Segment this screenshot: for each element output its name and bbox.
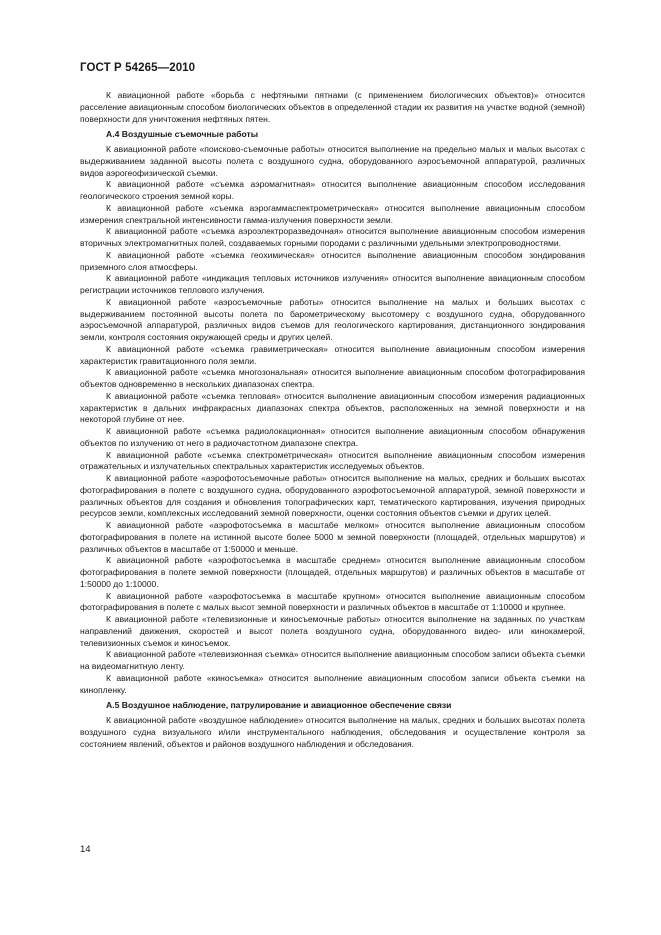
paragraph: К авиационной работе «аэрофотосъемка в масштабе крупном» относится выполнение авиационным способом фотографирования в полете с малых высот земной поверхности и различных объектов в масштабе от 1:10000 и крупнее. [80,590,585,613]
paragraph: К авиационной работе «съемка аэромагнитная» относится выполнение авиационным способом исследования геологического строения земной коры. [80,179,585,201]
section-heading-a5: А.5 Воздушное наблюдение, патрулирование и авиационное обеспечение связи [106,700,452,711]
paragraph: К авиационной работе «аэросъемочные работы» относится выполнение на малых и больших высотах с выдерживанием постоянной высоты полета по барометрическому высотомеру с воздушного судна, оборудованного аэросъемочной аппаратурой, различных видов съемов для геологического картирования, дистанционного зондирования земли, контроля состояния окружающей среды и других целей. [80,296,585,342]
paragraph: К авиационной работе «съемка многозональная» относится выполнение авиационным способом фотографирования объектов одновременно в нескольких диапазонах спектра. [80,367,585,389]
paragraph: К авиационной работе «съемка радиолокационная» относится выполнение авиационным способом обнаружения объектов по излучению от него в радиочастотном диапазоне спектра. [80,426,585,448]
paragraph: К авиационной работе «борьба с нефтяными пятнами (с применением биологических объектов)» относится расселение авиационным способом биологических объектов в определенной стадии их развития на участке водной (земной) поверхности для уничтожения нефтяных пятен. [80,90,585,124]
paragraph: К авиационной работе «аэрофотосъемочные работы» относится выполнение на малых, средних и больших высотах фотографирования в полете с воздушного судна, оборудованного аэрофотосъемочной аппаратурой, земной поверхности и различных объектов для создания и обновления топографических карт, тематического картирования, изучения природных ресурсов земли, комплексных исследований земной поверхности, оценки состояния объектов съемки и других целей. [80,473,585,519]
paragraph: К авиационной работе «аэрофотосъемка в масштабе среднем» относится выполнение авиационным способом фотографирования в полете земной поверхности (площадей, отдельных маршрутов) и различных объектов в масштабе от 1:50000 до 1:10000. [80,555,585,589]
paragraph: К авиационной работе «съемка тепловая» относится выполнение авиационным способом измерения радиационных характеристик в дальних инфракрасных диапазонах спектра объектов, расположенных на земной поверхности и на некоторой глубине от нее. [80,390,585,425]
paragraph: К авиационной работе «съемка геохимическая» относится выполнение авиационным способом зондирования приземного слоя атмосферы. [80,249,585,272]
section-heading-a4: А.4 Воздушные съемочные работы [106,129,259,140]
page-number: 14 [80,844,91,855]
paragraph: К авиационной работе «поисково-съемочные работы» относится выполнение на предельно малых и малых высотах с выдерживанием заданной высоты полета с воздушного судна, оборудованного аэросъемочной аппаратурой, различных видов аэрогеофизической съемки. [80,144,585,178]
paragraph: К авиационной работе «съемка гравиметрическая» относится выполнение авиационным способом измерения характеристик гравитационного поля земли. [80,343,585,366]
standard-header: ГОСТ Р 54265—2010 [80,62,196,74]
paragraph: К авиационной работе «телевизионные и киносъемочные работы» относится выполнение на заданных по участкам направлений движения, скоростей и высот полета воздушного судна, оборудованного видео- или кинокамерой, телевизионных съемок и киносъемок. [80,614,585,648]
paragraph: К авиационной работе «съемка аэроэлектроразведочная» относится выполнение авиационным способом измерения вторичных электромагнитных полей, создаваемых горными породами с различными удельными электропроводностями. [80,226,585,248]
paragraph: К авиационной работе «съемка спектрометрическая» относится выполнение авиационным способом измерения отражательных и излучательных спектральных характеристик исследуемых объектов. [80,449,585,472]
paragraph: К авиационной работе «телевизионная съемка» относится выполнение авиационным способом записи объекта съемки на видеомагнитную ленту. [80,649,585,671]
paragraph: К авиационной работе «аэрофотосъемка в масштабе мелком» относится выполнение авиационным способом фотографирования в полете на истинной высоте более 5000 м земной поверхности (площадей, отдельных маршрутов) и различных объектов в масштабе от 1:50000 и меньше. [80,520,585,554]
document-body [80,90,585,750]
paragraph: К авиационной работе «киносъемка» относится выполнение авиационным способом записи объекта съемки на кинопленку. [80,672,585,695]
paragraph: К авиационной работе «съемка аэрогаммаспектрометрическая» относится выполнение авиационным способом измерения спектральной интенсивности гамма-излучения поверхности земли. [80,202,585,225]
paragraph: К авиационной работе «воздушное наблюдение» относится выполнение на малых, средних и больших высотах полета воздушного судна визуального и/или инструментального наблюдения, обследования и осуществление контроля за состоянием явлений, объектов и районов воздушного наблюдения и обследования. [80,715,585,749]
paragraph: К авиационной работе «индикация тепловых источников излучения» относится выполнение авиационным способом регистрации источников теплового излучения. [80,273,585,295]
